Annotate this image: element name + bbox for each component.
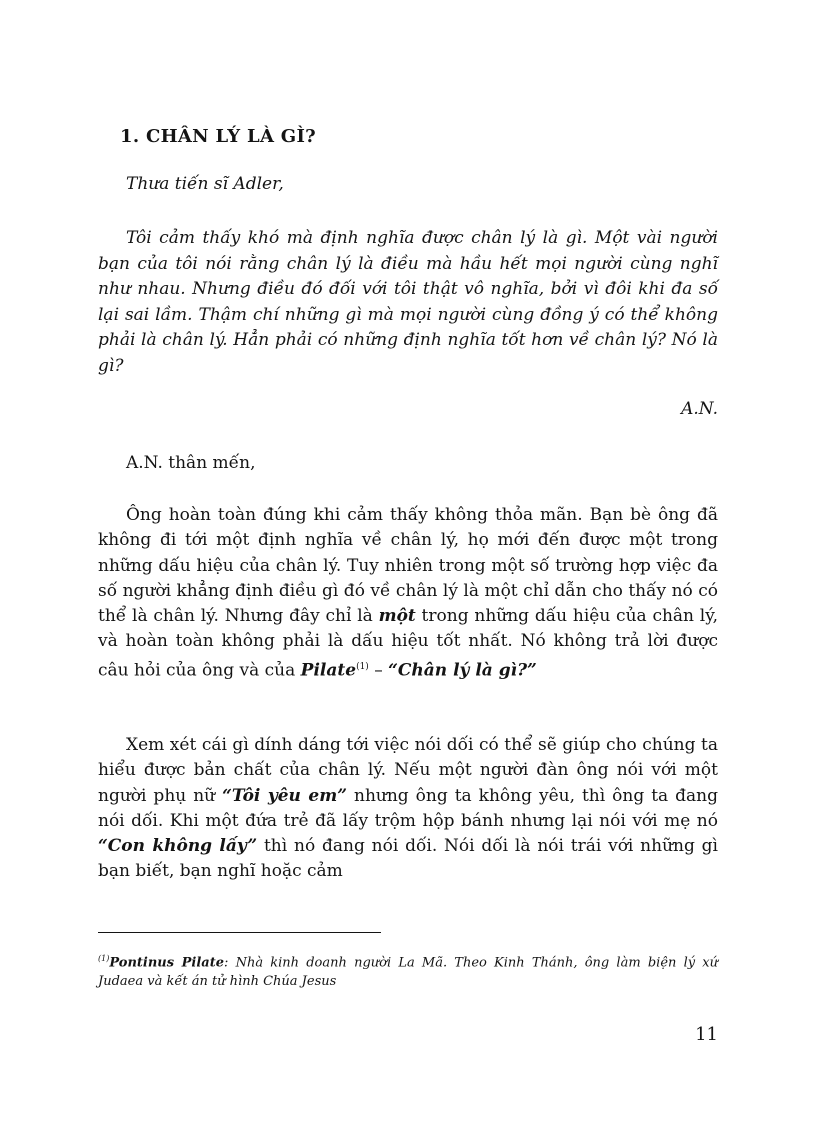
p1-text-a: Ông hoàn toàn đúng khi cảm thấy không thỏa mãn. Bạn bè ông đã không đi tới một định nghĩa về chân lý, họ mới đến được một trong những dấu hiệu của chân lý. Tuy nhiên trong một số trường hợp việc đa số người khẳng định điều gì đó về chân lý là một chỉ dẫn cho thấy nó có thể là chân lý. Nhưng đây chỉ là [98,505,718,627]
page-number: 11 [695,1024,718,1045]
p1-text-b: trong những dấu hiệu của chân lý, và hoàn toàn không phải là dấu hiệu tốt nhất. Nó không trả lời được câu hỏi của ông và của [98,606,718,681]
footnote-reference[interactable]: (1) [356,661,369,672]
letter-salutation: Thưa tiến sĩ Adler, [126,174,284,194]
reply-paragraph-2 [98,733,718,885]
reply-paragraph-1 [98,503,718,684]
footnote-divider [98,932,381,933]
p1-emphasis-question: “Chân lý là gì?” [388,660,537,681]
p2-text-c: thì nó đang nói dối. Nói dối là nói trái với những gì bạn biết, bạn nghĩ hoặc cảm [98,836,718,882]
footnote-text: : Nhà kinh doanh người La Mã. Theo Kinh Thánh, ông làm biện lý xứ Judaea và kết án tử hình Chúa Jesus [98,955,719,990]
p2-emphasis-toi-yeu-em: “Tôi yêu em” [222,785,348,806]
p2-emphasis-con-khong-lay: “Con không lấy” [98,836,258,857]
p2-text-b: nhưng ông ta không yêu, thì ông ta đang nói dối. Khi một đứa trẻ đã lấy trộm hộp bánh nhưng lại nói với mẹ nó [98,785,719,831]
letter-signature: A.N. [681,399,718,419]
chapter-heading: 1. CHÂN LÝ LÀ GÌ? [120,126,317,147]
p2-text-a: Xem xét cái gì dính dáng tới việc nói dối có thể sẽ giúp cho chúng ta hiểu được bản chất của chân lý. Nếu một người đàn ông nói với một người phụ nữ [98,735,718,806]
letter-body: Tôi cảm thấy khó mà định nghĩa được chân lý là gì. Một vài người bạn của tôi nói rằng chân lý là điều mà hầu hết mọi người cùng nghĩ như nhau. Nhưng điều đó đối với tôi thật vô nghĩa, bởi vì đôi khi đa số lại sai lầm. Thậm chí những gì mà mọi người cùng đồng ý có thể không phải là chân lý. Hẳn phải có những định nghĩa tốt hơn về chân lý? Nó là gì? [98,228,718,376]
p1-emphasis-mot: một [378,606,416,627]
footnote-mark: (1) [98,954,110,963]
p1-text-c: – [368,660,389,681]
footnote [98,949,718,991]
p1-emphasis-pilate: Pilate [300,660,357,681]
reply-salutation: A.N. thân mến, [126,453,256,473]
footnote-term: Pontinus Pilate [109,955,224,971]
